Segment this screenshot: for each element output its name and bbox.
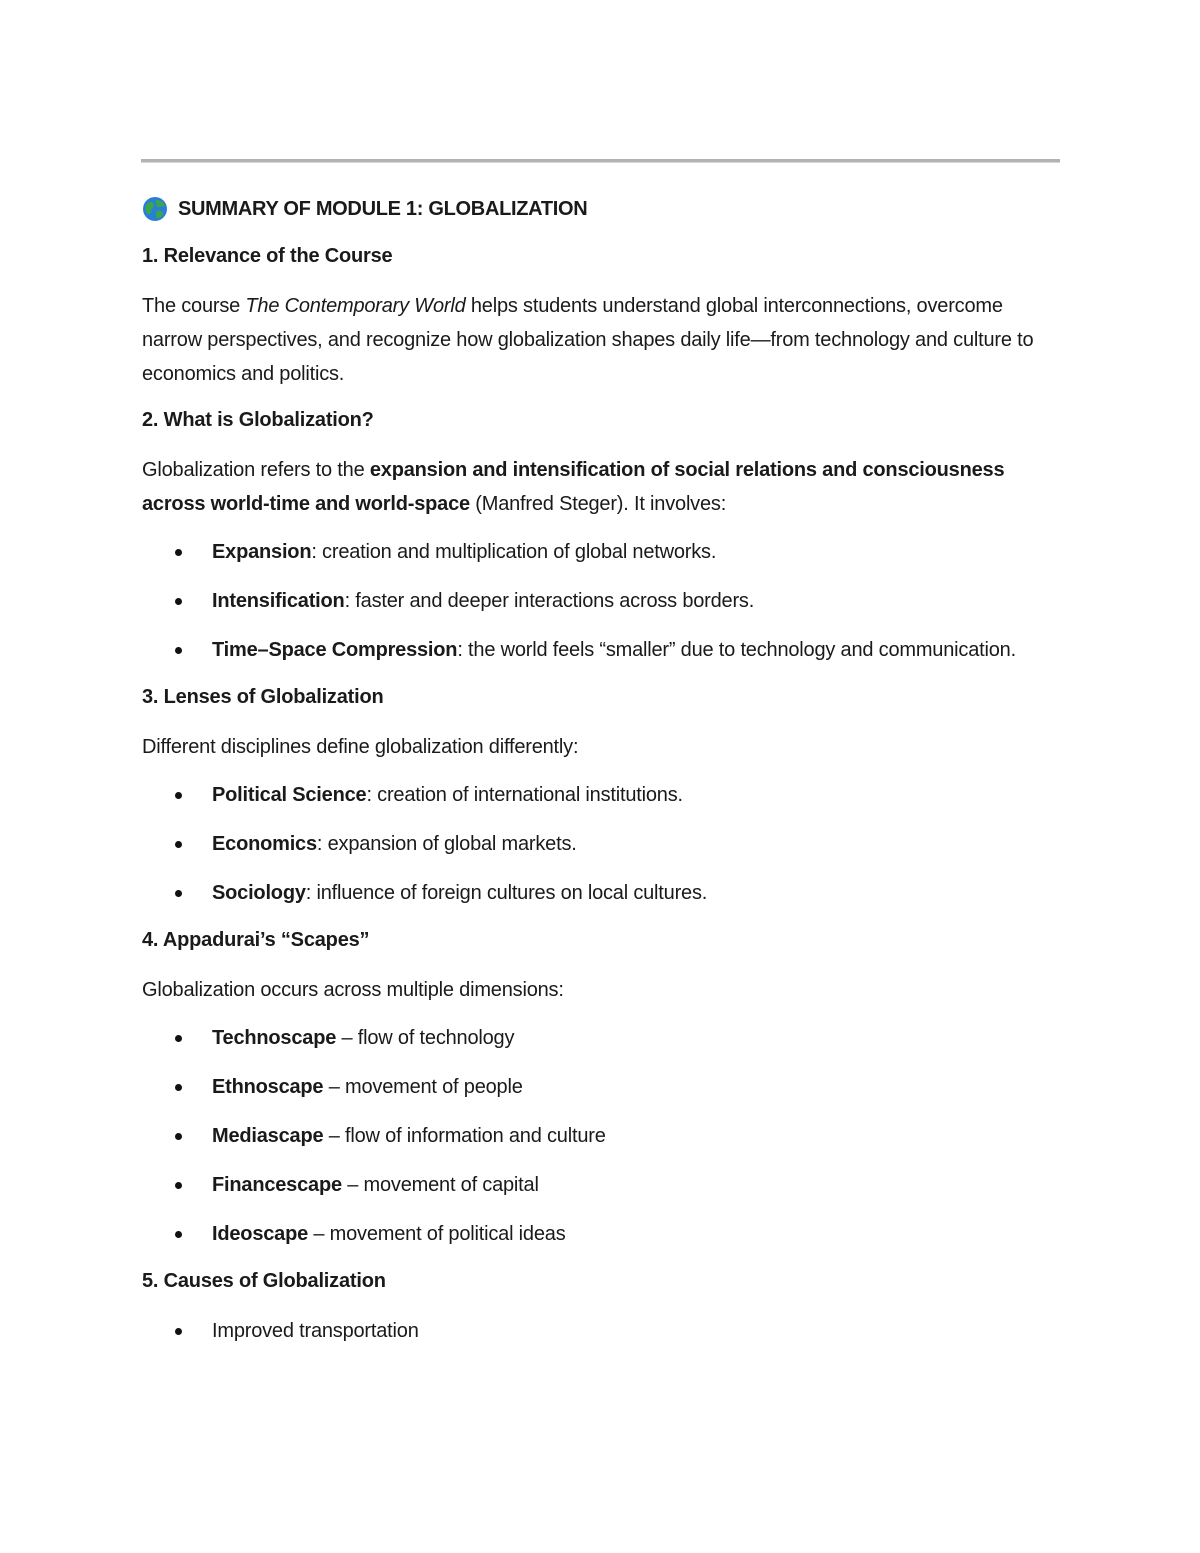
- bullet-list-definition: [142, 535, 1042, 667]
- list-item: [142, 778, 1042, 812]
- list-item: [142, 633, 1042, 667]
- globe-icon: [142, 196, 168, 222]
- bullet-icon: [175, 1035, 182, 1042]
- list-item: [142, 1168, 1042, 1202]
- list-item-desc: : faster and deeper interactions across borders.: [344, 590, 755, 612]
- document-content: [142, 192, 1042, 1363]
- list-item-term: Financescape: [212, 1174, 342, 1196]
- document-title: [142, 192, 1042, 226]
- section-heading-scapes: 4. Appadurai’s “Scapes”: [142, 929, 370, 951]
- list-item-desc: : influence of foreign cultures on local cultures.: [305, 882, 708, 904]
- list-item-desc: – movement of political ideas: [308, 1223, 566, 1245]
- bullet-icon: [175, 549, 182, 556]
- list-item: [142, 1119, 1042, 1153]
- title-text: SUMMARY OF MODULE 1: GLOBALIZATION: [178, 197, 588, 220]
- list-item: [142, 1217, 1042, 1251]
- list-item-desc: – movement of capital: [341, 1174, 539, 1196]
- list-item: [142, 584, 1042, 618]
- list-item-term: Political Science: [212, 784, 367, 806]
- list-item-text: Improved transportation: [212, 1320, 419, 1342]
- list-item-term: Intensification: [212, 590, 345, 612]
- list-item-desc: – movement of people: [323, 1076, 523, 1098]
- list-item-desc: – flow of technology: [336, 1027, 515, 1049]
- paragraph-relevance: [142, 289, 1042, 391]
- list-item-desc: : creation and multiplication of global networks.: [311, 541, 717, 563]
- bullet-icon: [175, 1182, 182, 1189]
- definition-bold: expansion and intensification of social relations and consciousness across world-time and world-space: [142, 459, 1005, 515]
- list-item: [142, 827, 1042, 861]
- list-item: [142, 535, 1042, 569]
- bullet-icon: [175, 1328, 182, 1335]
- text-run: helps students understand global interconnections, overcome narrow perspectives, and recognize how globalization shapes daily life—from technology and culture to economics and politics.: [142, 295, 1034, 385]
- list-item-desc: – flow of information and culture: [323, 1125, 606, 1147]
- bullet-icon: [175, 1133, 182, 1140]
- paragraph-lenses: Different disciplines define globalization differently:: [142, 736, 579, 758]
- list-item-term: Expansion: [212, 541, 312, 563]
- bullet-icon: [175, 890, 182, 897]
- section-heading-what-is-globalization: 2. What is Globalization?: [142, 409, 374, 431]
- section-heading-lenses: 3. Lenses of Globalization: [142, 686, 384, 708]
- text-run: Globalization refers to the: [142, 459, 370, 481]
- course-title-italic: The Contemporary World: [245, 295, 466, 317]
- text-run: The course: [142, 295, 246, 317]
- list-item: [142, 1070, 1042, 1104]
- list-item: [142, 1314, 1042, 1348]
- list-item-term: Ethnoscape: [212, 1076, 324, 1098]
- list-item: [142, 1021, 1042, 1055]
- list-item-term: Technoscape: [212, 1027, 337, 1049]
- paragraph-definition: [142, 453, 1042, 521]
- bullet-icon: [175, 1084, 182, 1091]
- list-item-term: Economics: [212, 833, 317, 855]
- list-item-desc: : creation of international institutions.: [366, 784, 683, 806]
- list-item: [142, 876, 1042, 910]
- list-item-term: Sociology: [212, 882, 306, 904]
- text-run: (Manfred Steger). It involves:: [469, 493, 727, 515]
- horizontal-rule: [141, 159, 1060, 163]
- bullet-list-scapes: [142, 1021, 1042, 1251]
- bullet-list-lenses: [142, 778, 1042, 910]
- bullet-list-causes: [142, 1314, 1042, 1348]
- section-heading-causes: 5. Causes of Globalization: [142, 1270, 386, 1292]
- list-item-term: Ideoscape: [212, 1223, 309, 1245]
- bullet-icon: [175, 598, 182, 605]
- bullet-icon: [175, 1231, 182, 1238]
- bullet-icon: [175, 647, 182, 654]
- list-item-desc: : expansion of global markets.: [316, 833, 577, 855]
- list-item-term: Mediascape: [212, 1125, 324, 1147]
- list-item-term: Time–Space Compression: [212, 639, 458, 661]
- list-item-desc: : the world feels “smaller” due to technology and communication.: [457, 639, 1016, 661]
- section-heading-relevance: 1. Relevance of the Course: [142, 245, 393, 267]
- bullet-icon: [175, 792, 182, 799]
- bullet-icon: [175, 841, 182, 848]
- paragraph-scapes: Globalization occurs across multiple dimensions:: [142, 979, 564, 1001]
